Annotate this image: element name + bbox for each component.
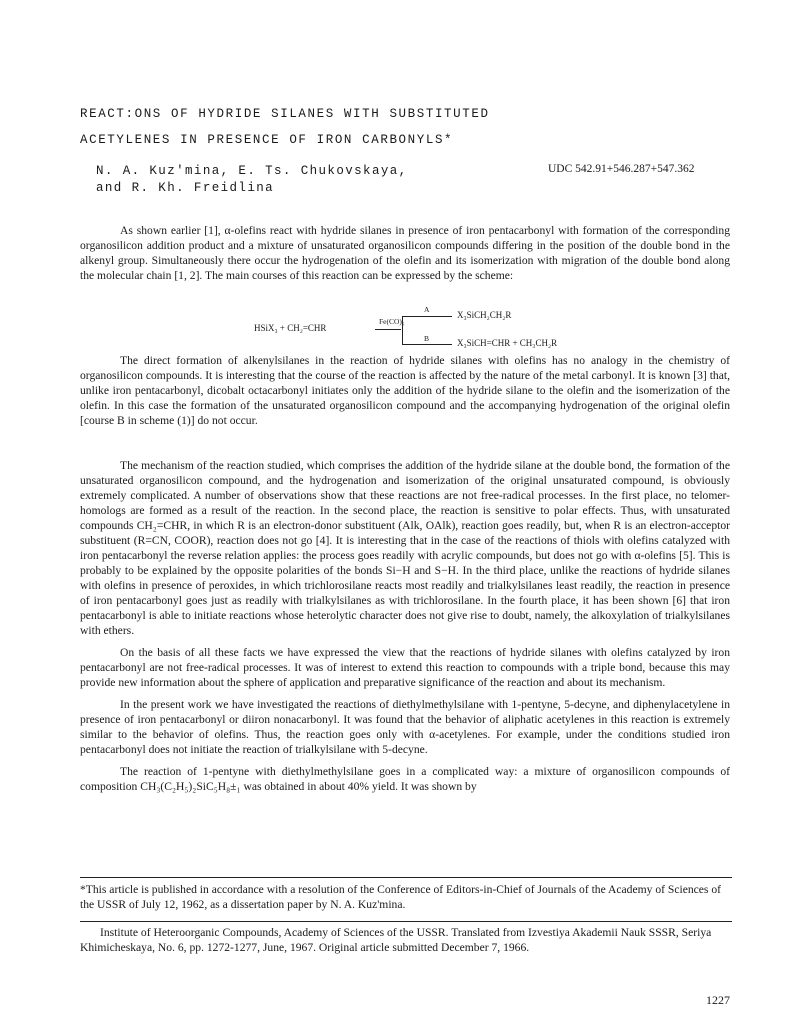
body-section-1 <box>80 223 730 283</box>
footnote-text: *This article is published in accordance with a resolution of the Conference of Editors-in-Chief of Journals of the Academy of Sciences of the USSR of July 12, 1962, as a dissertation paper by N. A. Kuz'mina. <box>80 883 722 911</box>
scheme-branch-line <box>402 316 403 344</box>
paragraph-4: On the basis of all these facts we have expressed the view that the reactions of hydride silanes with olefins catalyzed by iron pentacarbonyl are not free-radical processes. It was of interest to extend this reaction to compounds with a triple bond, because this may provide new information about the sphere of application and preparative significance of the reaction and about its mechanism. <box>80 646 730 689</box>
body-section-3 <box>80 458 730 794</box>
scheme-arrow <box>375 329 401 330</box>
udc-code: UDC 542.91+546.287+547.362 <box>548 163 695 175</box>
reaction-scheme <box>254 305 574 354</box>
article-title <box>80 101 760 153</box>
footnote-rule <box>80 877 732 878</box>
page-number: 1227 <box>706 993 730 1007</box>
scheme-label-b: B <box>424 334 430 343</box>
scheme-catalyst: Fe(CO)₅ <box>379 317 405 326</box>
scheme-label-a: A <box>424 305 430 314</box>
paragraph-1: As shown earlier [1], α-olefins react with hydride silanes in presence of iron pentacarbonyl with formation of the corresponding organosilicon addition product and a mixture of unsaturated organosilicon compounds differing in the position of the double bond in the alkenyl group. Simultaneously there occur the hydrogenation of the olefin and its isomerization with migration of the double bond along the molecular chain [1, 2]. The main courses of this reaction can be expressed by the scheme: <box>80 224 730 282</box>
institute-note <box>80 921 732 955</box>
authors-line-1: N. A. Kuz'mina, E. Ts. Chukovskaya, <box>96 164 408 178</box>
paragraph-2: The direct formation of alkenylsilanes in the reaction of hydride silanes with olefins has no analogy in the chemistry of organosilicon compounds. It is interesting that the course of the reaction is affected by the nature of the metal carbonyl. It is known [3] that, unlike iron pentacarbonyl, dicobalt octacarbonyl initiates only the addition of the hydride silane to the olefin and the isomerization of the olefin. In this case the formation of the unsaturated organosilicon compound and the accompanying hydrogenation of the original olefin [course B in scheme (1)] do not occur. <box>80 354 730 427</box>
paragraph-5: In the present work we have investigated the reactions of diethylmethylsilane with 1-pentyne, 5-decyne, and diphenylacetylene in presence of iron pentacarbonyl or diiron nonacarbonyl. It was found that the behavior of aliphatic acetylenes in this reaction is extremely similar to the behavior of olefins. Thus, the reaction goes only with α-acetylenes. For example, under the conditions studied iron pentacarbonyl does not initiate the reaction of trialkylsilane with 5-decyne. <box>80 698 730 756</box>
scheme-branch-a-line <box>402 316 452 317</box>
scheme-product-a: X₃SiCH₂CH₂R <box>457 310 512 320</box>
author-list <box>96 163 408 197</box>
institute-text: Institute of Heteroorganic Compounds, Academy of Sciences of the USSR. Translated from Izvestiya Akademii Nauk SSSR, Seriya Khimicheskaya, No. 6, pp. 1272-1277, June, 1967. Original article submitted December 7, 1966. <box>80 926 712 954</box>
title-line-1: REACT:ONS OF HYDRIDE SILANES WITH SUBSTITUTED <box>80 107 490 121</box>
institute-rule <box>80 921 732 922</box>
title-line-2: ACETYLENES IN PRESENCE OF IRON CARBONYLS* <box>80 133 454 147</box>
scheme-product-b: X₃SiCH=CHR + CH₃CH₂R <box>457 338 558 348</box>
footnote <box>80 877 732 912</box>
body-section-2 <box>80 353 730 428</box>
paragraph-3: The mechanism of the reaction studied, which comprises the addition of the hydride silane at the double bond, the formation of the unsaturated organosilicon compound, and the hydrogenation and isomerization of the original unsaturated compound, is obviously extremely complicated. A number of observations show that these reactions are not free-radical processes. In the first place, no telomer-homologs are formed as a result of the reaction. In the second place, the reaction is sensitive to polar effects. Thus, with unsaturated compounds CH₂=CHR, in which R is an electron-donor substituent (Alk, OAlk), reaction goes readily, but, when R is an electron-acceptor substituent (R=CN, COOR), reaction does not go [4]. It is interesting that in the case of the reactions of thiols with olefins catalyzed with iron pentacarbonyl the reverse relation applies: the process goes readily with acrylic compounds, but does not go with α-olefins [5]. This is probably to be explained by the opposite polarities of the bonds Si−H and S−H. In the third place, unlike the reactions of hydride silanes with olefins in presence of peroxides, in which trichlorosilane reacts most readily and trialkylsilanes least readily, the reaction in presence of iron pentacarbonyl goes just as readily with trialkylsilanes as with trichlorosilane. In the fourth place, it has been shown [6] that iron pentacarbonyl is able to initiate reactions whose heterolytic character does not give rise to doubt, namely, the alkoxylation of trialkylsilanes with ethers. <box>80 459 730 637</box>
scheme-branch-b-line <box>402 344 452 345</box>
paragraph-6: The reaction of 1-pentyne with diethylmethylsilane goes in a complicated way: a mixture of organosilicon compounds of composition CH₃(C₂H₅)₂SiC₅H₈±₁ was obtained in about 40% yield. It was shown by <box>80 765 730 793</box>
scheme-reactants: HSiX₃ + CH₂=CHR <box>254 323 327 333</box>
authors-line-2: and R. Kh. Freidlina <box>96 181 275 195</box>
